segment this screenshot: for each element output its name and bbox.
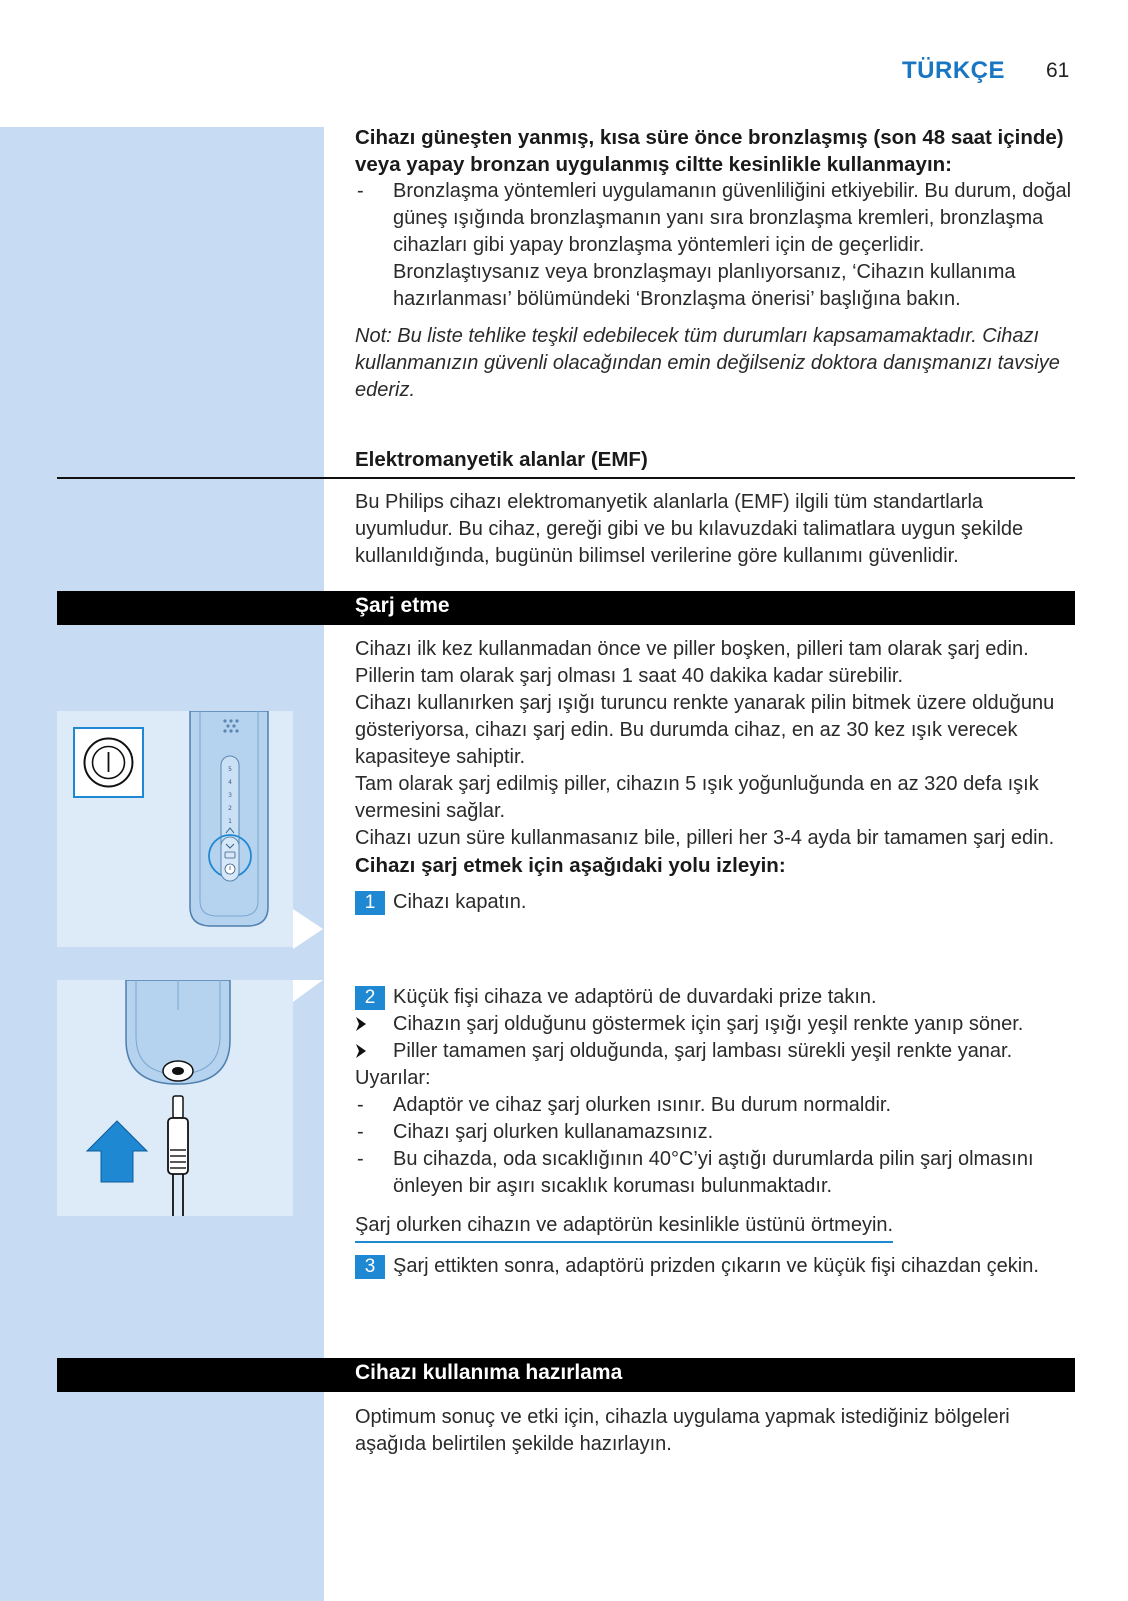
step-2	[355, 984, 1075, 1011]
charging-p1: Cihazı ilk kez kullanmadan önce ve piller boşken, pilleri tam olarak şarj edin. Pillerin tam olarak şarj olması 1 saat 40 dakika kadar sürebilir.	[355, 638, 1029, 687]
charging-p4: Cihazı uzun süre kullanmasanız bile, pilleri her 3-4 ayda bir tamamen şarj edin.	[355, 827, 1055, 849]
up-arrow-icon	[87, 1121, 147, 1182]
language-label: TÜRKÇE	[902, 57, 1005, 84]
power-icon	[85, 739, 133, 787]
step-2-text: Küçük fişi cihaza ve adaptörü de duvardaki prize takın.	[393, 986, 877, 1008]
device-base-illustration	[57, 980, 293, 1216]
emf-heading	[355, 446, 1075, 473]
callout-pointer	[293, 980, 323, 1002]
charging-section	[355, 636, 1075, 916]
step-3	[355, 1253, 1075, 1280]
warning-1: - Adaptör ve cihaz şarj olurken ısınır. Bu durum normaldir.	[355, 1092, 1075, 1119]
step-1-number: 1	[355, 891, 385, 915]
step-2-number: 2	[355, 986, 385, 1010]
device-handle-illustration	[57, 711, 293, 947]
result-arrow-icon	[355, 1016, 367, 1032]
warning-3: - Bu cihazda, oda sıcaklığının 40°C’yi aştığı durumlarda pilin şarj olmasını önleyen bir aşırı sıcaklık koruması bulunmaktadır.	[355, 1146, 1075, 1200]
charging-p3: Tam olarak şarj edilmiş piller, cihazın 5 ışık yoğunluğunda en az 320 defa ışık vermesini sağlar.	[355, 773, 1039, 822]
emf-heading-text: Elektromanyetik alanlar (EMF)	[355, 448, 648, 471]
intensity-level-4: 4	[228, 779, 232, 786]
charging-p2: Cihazı kullanırken şarj ışığı turuncu renkte yanarak pilin bitmek üzere olduğunu gösteriyorsa, cihazı şarj edin. Bu durumda cihaz, en az 30 kez ışık verecek kapasiteye sahiptir.	[355, 692, 1055, 768]
intensity-level-2: 2	[228, 805, 232, 812]
intensity-level-1: 1	[228, 818, 232, 825]
callout-pointer	[293, 909, 323, 949]
warning-2: - Cihazı şarj olurken kullanamazsınız.	[355, 1119, 1075, 1146]
sunburn-warning-item: - Bronzlaşma yöntemleri uygulamanın güvenliliğini etkiyebilir. Bu durum, doğal güneş ışığında bronzlaşmanın yanı sıra bronzlaşma kremleri, bronzlaşma cihazları gibi yapay bronzlaşma yöntemleri için de geçerlidir. Bronzlaştıysanız veya bronzlaşmayı planlıyorsanız, ‘Cihazın kullanıma hazırlanması’ bölümündeki ‘Bronzlaşma önerisi’ başlığına bakın.	[355, 178, 1075, 313]
sunburn-warning-heading: Cihazı güneşten yanmış, kısa süre önce bronzlaşmış (son 48 saat içinde) veya yapay bronzan uygulanmış ciltte kesinlikle kullanmayın:	[355, 126, 1064, 176]
prep-section-bar	[57, 1358, 1075, 1392]
prep-body: Optimum sonuç ve etki için, cihazla uygulama yapmak istediğiniz bölgeleri aşağıda belirtilen şekilde hazırlayın.	[355, 1406, 1010, 1455]
power-off-illustration	[57, 711, 293, 947]
result-2	[355, 1038, 1075, 1065]
charging-section-bar	[57, 591, 1075, 625]
charging-steps-heading: Cihazı şarj etmek için aşağıdaki yolu izleyin:	[355, 854, 786, 877]
result-1	[355, 1011, 1075, 1038]
step-3-number: 3	[355, 1255, 385, 1279]
intensity-level-3: 3	[228, 792, 232, 799]
page-number: 61	[1046, 59, 1070, 82]
step-3-text: Şarj ettikten sonra, adaptörü prizden çıkarın ve küçük fişi cihazdan çekin.	[393, 1255, 1039, 1277]
note-text: Not: Bu liste tehlike teşkil edebilecek tüm durumları kapsamamaktadır. Cihazı kullanmanızın güvenli olacağından emin değilseniz doktora danışmanızı tavsiye ederiz.	[355, 325, 1060, 401]
emf-divider	[57, 477, 1075, 479]
result-arrow-icon	[355, 1043, 367, 1059]
step-1-text: Cihazı kapatın.	[393, 891, 527, 913]
prep-heading: Cihazı kullanıma hazırlama	[355, 1361, 623, 1384]
intensity-level-5: 5	[228, 766, 232, 773]
result-2-text: Piller tamamen şarj olduğunda, şarj lambası sürekli yeşil renkte yanar.	[393, 1040, 1013, 1062]
charging-plug-icon	[168, 1096, 188, 1216]
charging-section-continued	[355, 984, 1075, 1280]
warnings-label: Uyarılar:	[355, 1067, 431, 1089]
cover-warning	[355, 1212, 1075, 1243]
cover-warning-text: Şarj olurken cihazın ve adaptörün kesinlikle üstünü örtmeyin.	[355, 1212, 893, 1243]
emf-body: Bu Philips cihazı elektromanyetik alanlarla (EMF) ilgili tüm standartlarla uyumludur. Bu cihaz, gereği gibi ve bu kılavuzdaki talimatlara uygun şekilde kullanıldığında, bugünün bilimsel verilerine göre kullanımı güvenlidir.	[355, 491, 1024, 567]
charging-heading: Şarj etme	[355, 594, 450, 617]
result-1-text: Cihazın şarj olduğunu göstermek için şarj ışığı yeşil renkte yanıp söner.	[393, 1013, 1024, 1035]
intro-section	[355, 124, 1075, 404]
plug-in-illustration	[57, 980, 293, 1216]
step-1	[355, 889, 1075, 916]
